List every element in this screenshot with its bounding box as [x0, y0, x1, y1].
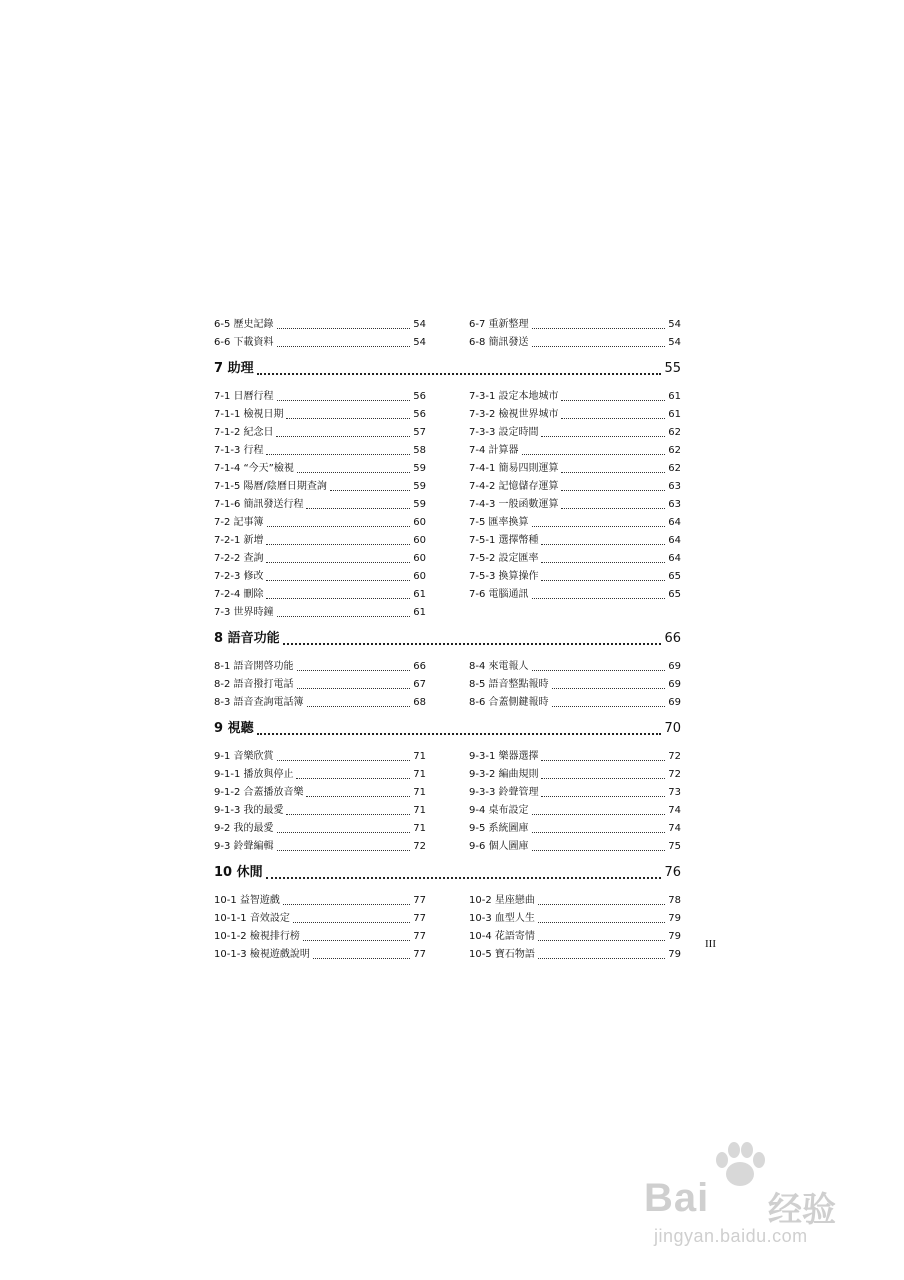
- toc-entry-page-number: 54: [668, 337, 681, 348]
- toc-entry-page-number: 72: [668, 751, 681, 762]
- leader-dots: [541, 435, 665, 437]
- leader-dots: [266, 453, 410, 455]
- leader-dots: [257, 372, 662, 375]
- watermark-brand: Bai: [644, 1176, 710, 1220]
- toc-entry[interactable]: [214, 532, 426, 550]
- leader-dots: [277, 327, 411, 329]
- chapter-title: 10 休閒: [214, 865, 263, 880]
- toc-entry[interactable]: [214, 388, 426, 406]
- toc-entry-label: 6-8 簡訊發送: [469, 337, 529, 348]
- toc-entry[interactable]: [214, 748, 426, 766]
- leader-dots: [532, 345, 666, 347]
- toc-entry-label: 7-2-3 修改: [214, 571, 264, 582]
- toc-entry-label: 9-1-1 播放與停止: [214, 769, 294, 780]
- toc-entry-label: 7-2-2 查詢: [214, 553, 264, 564]
- toc-entry-page-number: 59: [413, 499, 426, 510]
- toc-entry-label: 10-1-3 檢視遊戲說明: [214, 949, 310, 960]
- toc-entry[interactable]: [469, 388, 681, 406]
- toc-entry-page-number: 71: [413, 787, 426, 798]
- toc-entry-page-number: 73: [668, 787, 681, 798]
- toc-entry-page-number: 79: [668, 931, 681, 942]
- toc-entry-label: 7-2-1 新增: [214, 535, 264, 546]
- toc-entry-page-number: 74: [668, 805, 681, 816]
- toc-entry-label: 7-2-4 刪除: [214, 589, 264, 600]
- chapter-heading[interactable]: [214, 718, 681, 740]
- toc-entry[interactable]: [214, 424, 426, 442]
- toc-entry[interactable]: [469, 748, 681, 766]
- toc-column-left: [214, 316, 426, 352]
- leader-dots: [276, 435, 410, 437]
- toc-entry-label: 7-4-2 記憶儲存運算: [469, 481, 559, 492]
- toc-entry-label: 7-5-2 設定匯率: [469, 553, 539, 564]
- toc-section: [214, 892, 681, 964]
- leader-dots: [532, 831, 666, 833]
- leader-dots: [277, 849, 411, 851]
- leader-dots: [541, 795, 665, 797]
- toc-entry-label: 7-1-1 檢視日期: [214, 409, 284, 420]
- toc-entry-label: 10-1-1 音效設定: [214, 913, 290, 924]
- toc-entry-page-number: 69: [668, 679, 681, 690]
- toc-entry-page-number: 54: [413, 319, 426, 330]
- toc-entry-page-number: 57: [413, 427, 426, 438]
- toc-entry-page-number: 60: [413, 571, 426, 582]
- toc-entry-page-number: 79: [668, 913, 681, 924]
- leader-dots: [297, 687, 411, 689]
- toc-entry-label: 9-1-2 合蓋播放音樂: [214, 787, 304, 798]
- toc-entry[interactable]: [469, 586, 681, 604]
- toc-entry-page-number: 65: [668, 589, 681, 600]
- toc-column-left: [214, 748, 426, 856]
- toc-entry-page-number: 61: [668, 391, 681, 402]
- toc-entry-page-number: 71: [413, 823, 426, 834]
- leader-dots: [283, 903, 410, 905]
- toc-entry-label: 6-7 重新整理: [469, 319, 529, 330]
- toc-entry-page-number: 71: [413, 751, 426, 762]
- toc-entry-label: 7-1-6 簡訊發送行程: [214, 499, 304, 510]
- toc-entry-label: 8-4 來電報人: [469, 661, 529, 672]
- watermark-url: jingyan.baidu.com: [654, 1226, 808, 1246]
- leader-dots: [561, 417, 665, 419]
- leader-dots: [330, 489, 410, 491]
- toc-entry-label: 8-1 語音開啓功能: [214, 661, 294, 672]
- leader-dots: [561, 489, 665, 491]
- toc-entry-label: 9-6 個人圖庫: [469, 841, 529, 852]
- toc-entry-label: 10-4 花語寄情: [469, 931, 535, 942]
- leader-dots: [266, 597, 410, 599]
- toc-entry-page-number: 77: [413, 949, 426, 960]
- toc-entry[interactable]: [469, 838, 681, 856]
- chapter-title: 7 助理: [214, 361, 254, 376]
- toc-entry-page-number: 79: [668, 949, 681, 960]
- leader-dots: [286, 417, 410, 419]
- chapter-page-number: 55: [664, 361, 681, 376]
- toc-entry-label: 7-3-3 設定時間: [469, 427, 539, 438]
- leader-dots: [532, 669, 666, 671]
- toc-entry-label: 10-2 星座戀曲: [469, 895, 535, 906]
- toc-entry[interactable]: [469, 820, 681, 838]
- chapter-heading[interactable]: [214, 358, 681, 380]
- watermark-brand-cn: 经验: [768, 1190, 836, 1230]
- toc-entry[interactable]: [214, 946, 426, 964]
- leader-dots: [306, 795, 410, 797]
- toc-column-left: [214, 658, 426, 712]
- toc-entry[interactable]: [469, 802, 681, 820]
- toc-entry-label: 6-6 下載資料: [214, 337, 274, 348]
- toc-entry-label: 10-5 寶石物語: [469, 949, 535, 960]
- toc-entry-page-number: 61: [413, 607, 426, 618]
- toc-entry-label: 8-5 語音整點報時: [469, 679, 549, 690]
- leader-dots: [561, 471, 665, 473]
- toc-entry[interactable]: [469, 910, 681, 928]
- toc-entry-page-number: 78: [668, 895, 681, 906]
- toc-entry-page-number: 63: [668, 499, 681, 510]
- leader-dots: [561, 507, 665, 509]
- toc-entry-label: 9-1 音樂欣賞: [214, 751, 274, 762]
- toc-entry-label: 10-3 血型人生: [469, 913, 535, 924]
- leader-dots: [538, 903, 665, 905]
- toc-entry-label: 7-5 匯率換算: [469, 517, 529, 528]
- toc-entry[interactable]: [469, 406, 681, 424]
- leader-dots: [532, 525, 666, 527]
- chapter-page-number: 70: [664, 721, 681, 736]
- toc-entry-label: 7-3-1 設定本地城市: [469, 391, 559, 402]
- toc-entry[interactable]: [469, 892, 681, 910]
- leader-dots: [541, 759, 665, 761]
- toc-entry[interactable]: [469, 496, 681, 514]
- leader-dots: [541, 543, 665, 545]
- toc-entry-page-number: 72: [413, 841, 426, 852]
- toc-entry[interactable]: [214, 496, 426, 514]
- toc-entry-page-number: 67: [413, 679, 426, 690]
- toc-column-right: [469, 748, 681, 856]
- toc-entry-page-number: 54: [413, 337, 426, 348]
- toc-entry-label: 8-3 語音查詢電話簿: [214, 697, 304, 708]
- chapter-heading[interactable]: [214, 628, 681, 650]
- toc-entry[interactable]: [469, 424, 681, 442]
- leader-dots: [538, 957, 665, 959]
- toc-entry[interactable]: [214, 334, 426, 352]
- chapter-title: 9 視聽: [214, 721, 254, 736]
- leader-dots: [552, 687, 666, 689]
- toc-entry-label: 8-6 合蓋側鍵報時: [469, 697, 549, 708]
- toc-entry[interactable]: [469, 658, 681, 676]
- toc-entry-label: 7-4-1 簡易四則運算: [469, 463, 559, 474]
- toc-entry-page-number: 62: [668, 445, 681, 456]
- toc-entry-page-number: 61: [668, 409, 681, 420]
- chapter-heading[interactable]: [214, 862, 681, 884]
- toc-entry-label: 7-1-4 “今天”檢視: [214, 463, 294, 474]
- toc-entry-page-number: 69: [668, 697, 681, 708]
- toc-entry[interactable]: [469, 550, 681, 568]
- toc-entry[interactable]: [214, 550, 426, 568]
- leader-dots: [293, 921, 410, 923]
- toc-column-left: [214, 892, 426, 964]
- leader-dots: [541, 561, 665, 563]
- toc-entry-page-number: 63: [668, 481, 681, 492]
- toc-entry[interactable]: [469, 460, 681, 478]
- toc-entry-label: 7-1-2 紀念日: [214, 427, 274, 438]
- leader-dots: [561, 399, 665, 401]
- leader-dots: [283, 642, 662, 645]
- toc-column-right: [469, 658, 681, 712]
- leader-dots: [532, 849, 666, 851]
- toc-entry-label: 9-1-3 我的最愛: [214, 805, 284, 816]
- toc-entry-label: 9-3-3 鈴聲管理: [469, 787, 539, 798]
- toc-entry[interactable]: [214, 406, 426, 424]
- toc-entry[interactable]: [214, 586, 426, 604]
- leader-dots: [266, 876, 662, 879]
- leader-dots: [297, 471, 410, 473]
- toc-entry[interactable]: [214, 820, 426, 838]
- toc-column-right: [469, 316, 681, 352]
- toc-entry-label: 7-5-3 換算操作: [469, 571, 539, 582]
- leader-dots: [313, 957, 410, 959]
- toc-entry[interactable]: [469, 532, 681, 550]
- toc-entry-label: 7-1-5 陽曆/陰曆日期查詢: [214, 481, 327, 492]
- toc-entry-label: 7-5-1 選擇幣種: [469, 535, 539, 546]
- leader-dots: [266, 561, 410, 563]
- toc-entry[interactable]: [469, 928, 681, 946]
- leader-dots: [266, 543, 410, 545]
- toc-entry-page-number: 77: [413, 895, 426, 906]
- toc-entry-label: 7-1-3 行程: [214, 445, 264, 456]
- toc-entry-page-number: 75: [668, 841, 681, 852]
- toc-column-left: [214, 388, 426, 622]
- toc-entry[interactable]: [214, 316, 426, 334]
- toc-entry-label: 9-3-2 編曲規則: [469, 769, 539, 780]
- toc-entry-label: 10-1 益智遊戲: [214, 895, 280, 906]
- toc-entry-page-number: 58: [413, 445, 426, 456]
- chapter-title: 8 語音功能: [214, 631, 280, 646]
- page-number: III: [705, 938, 716, 950]
- leader-dots: [552, 705, 666, 707]
- leader-dots: [277, 399, 411, 401]
- toc-entry-label: 6-5 歷史記錄: [214, 319, 274, 330]
- toc-section: [214, 658, 681, 712]
- watermark: [640, 1140, 880, 1250]
- toc-entry[interactable]: [469, 478, 681, 496]
- toc-entry[interactable]: [214, 442, 426, 460]
- leader-dots: [538, 939, 665, 941]
- toc-entry[interactable]: [214, 460, 426, 478]
- toc-section: [214, 316, 681, 352]
- toc-entry-page-number: 64: [668, 553, 681, 564]
- toc-entry-page-number: 64: [668, 535, 681, 546]
- toc-column-right: [469, 388, 681, 622]
- toc-entry-label: 8-2 語音撥打電話: [214, 679, 294, 690]
- leader-dots: [307, 705, 411, 707]
- toc-entry-page-number: 59: [413, 481, 426, 492]
- toc-entry[interactable]: [214, 802, 426, 820]
- toc-entry-page-number: 77: [413, 913, 426, 924]
- toc-entry-page-number: 64: [668, 517, 681, 528]
- toc-entry-page-number: 60: [413, 517, 426, 528]
- leader-dots: [538, 921, 665, 923]
- toc-entry-page-number: 69: [668, 661, 681, 672]
- toc-entry-page-number: 72: [668, 769, 681, 780]
- toc-column-right: [469, 892, 681, 964]
- toc-entry[interactable]: [469, 316, 681, 334]
- toc-section: [214, 388, 681, 622]
- toc-entry-page-number: 61: [413, 589, 426, 600]
- toc-entry-label: 7-3 世界時鐘: [214, 607, 274, 618]
- leader-dots: [297, 669, 411, 671]
- toc-entry-label: 9-3-1 樂器選擇: [469, 751, 539, 762]
- toc-entry-page-number: 71: [413, 805, 426, 816]
- toc-entry-page-number: 62: [668, 427, 681, 438]
- toc-entry-page-number: 56: [413, 391, 426, 402]
- chapter-page-number: 76: [664, 865, 681, 880]
- toc-entry-page-number: 71: [413, 769, 426, 780]
- toc-entry[interactable]: [214, 478, 426, 496]
- leader-dots: [303, 939, 410, 941]
- toc-section: [214, 748, 681, 856]
- toc-entry-page-number: 62: [668, 463, 681, 474]
- toc-entry[interactable]: [214, 694, 426, 712]
- toc-entry-label: 9-4 桌布設定: [469, 805, 529, 816]
- toc-entry[interactable]: [214, 676, 426, 694]
- table-of-contents: [214, 316, 681, 968]
- toc-entry-page-number: 65: [668, 571, 681, 582]
- toc-entry-page-number: 60: [413, 535, 426, 546]
- toc-entry-label: 7-6 電腦通訊: [469, 589, 529, 600]
- toc-entry[interactable]: [469, 946, 681, 964]
- toc-entry-page-number: 56: [413, 409, 426, 420]
- leader-dots: [541, 777, 665, 779]
- toc-entry-label: 7-4-3 一般函數運算: [469, 499, 559, 510]
- leader-dots: [532, 327, 666, 329]
- toc-entry[interactable]: [214, 658, 426, 676]
- toc-entry-page-number: 66: [413, 661, 426, 672]
- toc-entry-label: 7-2 記事簿: [214, 517, 264, 528]
- leader-dots: [277, 759, 411, 761]
- toc-entry-page-number: 59: [413, 463, 426, 474]
- toc-entry-page-number: 54: [668, 319, 681, 330]
- leader-dots: [267, 525, 411, 527]
- toc-entry[interactable]: [469, 784, 681, 802]
- toc-entry-label: 10-1-2 檢視排行榜: [214, 931, 300, 942]
- leader-dots: [296, 777, 410, 779]
- toc-entry[interactable]: [214, 838, 426, 856]
- leader-dots: [541, 579, 665, 581]
- toc-entry-page-number: 60: [413, 553, 426, 564]
- chapter-page-number: 66: [664, 631, 681, 646]
- toc-entry[interactable]: [214, 928, 426, 946]
- toc-entry[interactable]: [469, 334, 681, 352]
- leader-dots: [277, 831, 411, 833]
- toc-entry-label: 9-5 系統圖庫: [469, 823, 529, 834]
- leader-dots: [277, 345, 411, 347]
- leader-dots: [277, 615, 411, 617]
- leader-dots: [532, 813, 666, 815]
- toc-entry-label: 7-4 計算器: [469, 445, 519, 456]
- leader-dots: [266, 579, 410, 581]
- toc-entry[interactable]: [214, 514, 426, 532]
- toc-entry-page-number: 74: [668, 823, 681, 834]
- toc-entry[interactable]: [214, 784, 426, 802]
- toc-entry[interactable]: [469, 442, 681, 460]
- toc-entry-page-number: 77: [413, 931, 426, 942]
- toc-entry[interactable]: [469, 568, 681, 586]
- toc-entry-label: 7-3-2 檢視世界城市: [469, 409, 559, 420]
- leader-dots: [522, 453, 666, 455]
- toc-entry[interactable]: [214, 568, 426, 586]
- leader-dots: [306, 507, 410, 509]
- toc-entry[interactable]: [214, 766, 426, 784]
- leader-dots: [532, 597, 666, 599]
- leader-dots: [286, 813, 410, 815]
- toc-entry[interactable]: [469, 766, 681, 784]
- leader-dots: [257, 732, 662, 735]
- toc-entry-page-number: 68: [413, 697, 426, 708]
- toc-entry[interactable]: [214, 910, 426, 928]
- toc-entry[interactable]: [469, 514, 681, 532]
- toc-entry[interactable]: [469, 694, 681, 712]
- toc-entry-label: 7-1 日曆行程: [214, 391, 274, 402]
- toc-entry-label: 9-3 鈴聲編輯: [214, 841, 274, 852]
- toc-entry[interactable]: [214, 604, 426, 622]
- toc-entry[interactable]: [469, 676, 681, 694]
- toc-entry-label: 9-2 我的最愛: [214, 823, 274, 834]
- paw-logo-icon: [710, 1140, 770, 1190]
- toc-entry[interactable]: [214, 892, 426, 910]
